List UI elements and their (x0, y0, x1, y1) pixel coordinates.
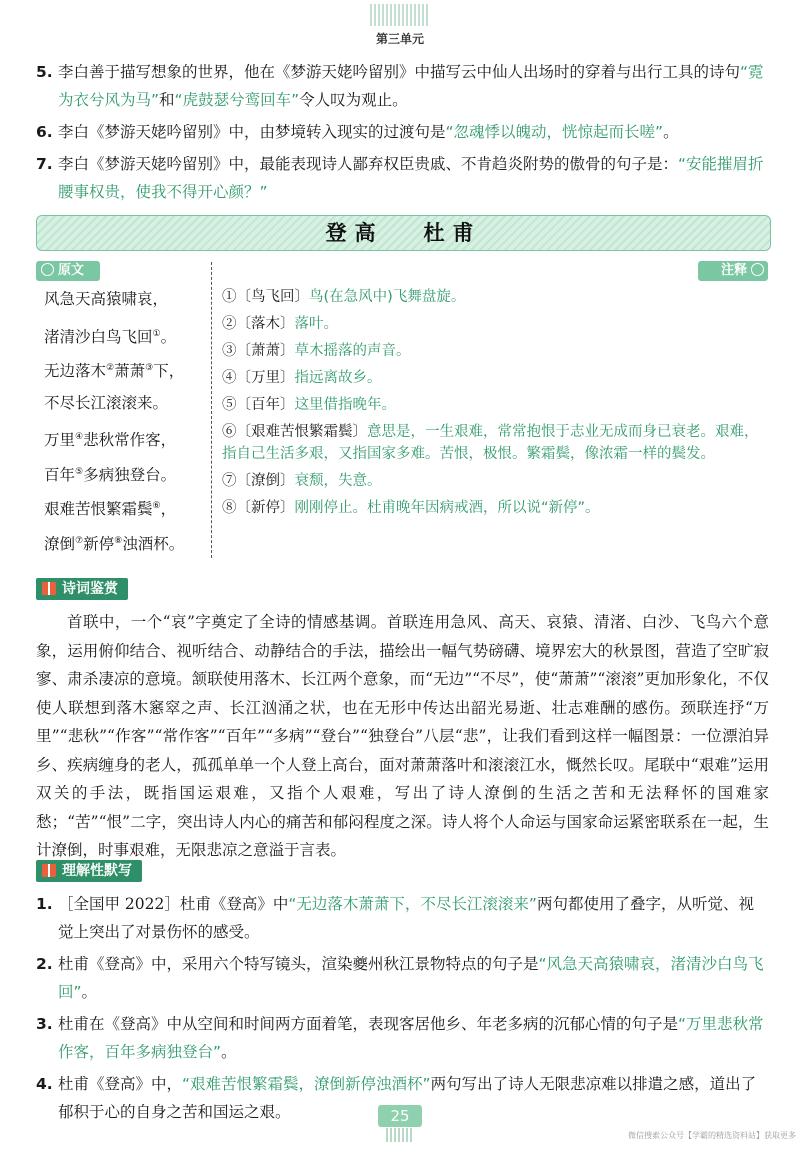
appreciation-text: 首联中，一个“哀”字奠定了全诗的情感基调。首联连用急风、高天、哀猿、清渚、白沙、飞鸟六个意象，运用俯仰结合、视听结合、动静结合的手法，描绘出一幅气势磅礴、境界宏大的秋景图，营造了空旷寂寥、肃杀凄凉的意境。颔联使用落木、长江两个意象，而“无边”“不尽”，使“萧萧”“滚滚”更加形象化，不仅使人联想到落木窸窣之声、长江汹涌之状，也在无形中传达出韶光易逝、壮志难酬的感伤。颈联连抒“万里”“悲秋”“作客”“常作客”“百年”“多病”“登台”“独登台”八层“悲”，让我们看到这样一幅图景：一位漂泊异乡、疾病缠身的老人，孤孤单单一个人登上高台，面对萧萧落叶和滚滚江水，慨然长叹。尾联中“艰难”运用双关的手法，既指国运艰难，又指个人艰难，写出了诗人潦倒的生活之苦和无法释怀的国难家愁；“苦”“恨”二字，突出诗人内心的痛苦和郁闷程度之深。诗人将个人命运与国家命运紧密联系在一起，生计潦倒，时事艰难，无限悲凉之意溢于言表。 (36, 613, 769, 859)
poem-body (44, 286, 204, 562)
poem-line: 潦倒⑦新停⑧浊酒杯。 (44, 534, 185, 553)
question-5: 5. 李白善于描写想象的世界，他在《梦游天姥吟留别》中描写云中仙人出场时的穿着与出行工具的诗句“霓为衣兮风为马”和“虎鼓瑟兮鸾回车”令人叹为观止。 (36, 58, 768, 114)
poem-title-banner (36, 215, 771, 251)
question-number: 1. (36, 895, 53, 913)
unit-label: 第三单元 (375, 32, 424, 46)
poem-line: 百年⑤多病独登台。 (44, 465, 177, 484)
dictation-question-1: 1. ［全国甲 2022］杜甫《登高》中“无边落木萧萧下，不尽长江滚滚来”两句都使用了叠字，从听觉、视觉上突出了对景伤怀的感受。 (36, 890, 768, 946)
note-item: ⑦〔潦倒〕衰颓，失意。 (222, 473, 382, 489)
poem-line: 万里④悲秋常作客， (44, 431, 177, 450)
poem-author: 杜甫 (423, 220, 482, 245)
dictation-question-3: 3. 杜甫在《登高》中从空间和时间两方面着笔，表现客居他乡、年老多病的沉郁心情的句子是“万里悲秋常作客，百年多病独登台”。 (36, 1010, 768, 1066)
question-number: 7. (36, 155, 53, 173)
divider (211, 262, 212, 558)
dictation-question-2: 2. 杜甫《登高》中，采用六个特写镜头，渲染夔州秋江景物特点的句子是“风急天高猿啸哀，渚清沙白鸟飞回”。 (36, 950, 768, 1006)
question-number: 4. (36, 1075, 53, 1093)
page-number: 25 (378, 1105, 422, 1127)
poem-line: 无边落木②萧萧③下， (44, 362, 185, 381)
poem-line: 不尽长江滚滚来。 (44, 393, 169, 412)
footer-note: 微信搜索公众号【学霸的精选资料站】获取更多 (628, 1131, 796, 1140)
question-number: 6. (36, 123, 53, 141)
note-item: ①〔鸟飞回〕鸟(在急风中)飞舞盘旋。 (222, 289, 466, 305)
notes-list (222, 286, 770, 524)
circle-icon (751, 263, 764, 276)
poem-line: 艰难苦恨繁霜鬓⑥， (44, 500, 177, 519)
question-number: 2. (36, 955, 53, 973)
answer: “安能摧眉折腰事权贵，使我不得开心颜？” (58, 155, 764, 201)
answer: “忽魂悸以魄动，恍惊起而长嗟” (445, 123, 664, 141)
poem-line: 渚清沙白鸟飞回①。 (44, 327, 177, 346)
question-7: 7. 李白《梦游天姥吟留别》中，最能表现诗人鄙弃权臣贵戚、不肯趋炎附势的傲骨的句子是：“安能摧眉折腰事权贵，使我不得开心颜？” (36, 150, 768, 206)
footer-decoration (386, 1128, 414, 1142)
appreciation-tag: 诗词鉴赏 (36, 578, 128, 600)
answer: “霓为衣兮风为马” (58, 63, 764, 109)
note-item: ③〔萧萧〕草木摇落的声音。 (222, 343, 411, 359)
dictation-questions (36, 890, 768, 1130)
note-item: ⑥〔艰难苦恨繁霜鬓〕意思是，一生艰难，常常抱恨于志业无成而身已衰老。艰难，指自己生活多艰，又指国家多难。苦恨，极恨。繁霜鬓，像浓霜一样的鬓发。 (222, 424, 759, 462)
dictation-question-4: 4. 杜甫《登高》中，“艰难苦恨繁霜鬓，潦倒新停浊酒杯”两句写出了诗人无限悲凉难以排遣之感，道出了郁积于心的自身之苦和国运之艰。 (36, 1070, 768, 1126)
book-icon (42, 582, 56, 595)
top-questions (36, 58, 768, 210)
notes-tag: 注释 (698, 261, 768, 281)
header-logo (370, 4, 430, 26)
question-6: 6. 李白《梦游天姥吟留别》中，由梦境转入现实的过渡句是“忽魂悸以魄动，恍惊起而长嗟”。 (36, 118, 768, 146)
book-icon (42, 864, 56, 877)
answer: “虎鼓瑟兮鸾回车” (174, 91, 300, 109)
original-text-tag: 原文 (36, 261, 100, 281)
poem-title: 登高 (325, 220, 384, 245)
note-item: ⑧〔新停〕刚刚停止。杜甫晚年因病戒酒，所以说“新停”。 (222, 500, 600, 516)
answer: “万里悲秋常作客，百年多病独登台” (58, 1015, 764, 1061)
answer: “无边落木萧萧下，不尽长江滚滚来” (288, 895, 537, 913)
answer: “风急天高猿啸哀，渚清沙白鸟飞回” (58, 955, 764, 1001)
poem-line: 风急天高猿啸哀， (44, 290, 169, 308)
answer: “艰难苦恨繁霜鬓，潦倒新停浊酒杯” (182, 1075, 431, 1093)
dictation-tag: 理解性默写 (36, 860, 142, 882)
note-item: ②〔落木〕落叶。 (222, 316, 338, 332)
question-number: 3. (36, 1015, 53, 1033)
circle-icon (41, 263, 54, 276)
question-number: 5. (36, 63, 53, 81)
note-item: ④〔万里〕指远离故乡。 (222, 370, 382, 386)
note-item: ⑤〔百年〕这里借指晚年。 (222, 397, 396, 413)
